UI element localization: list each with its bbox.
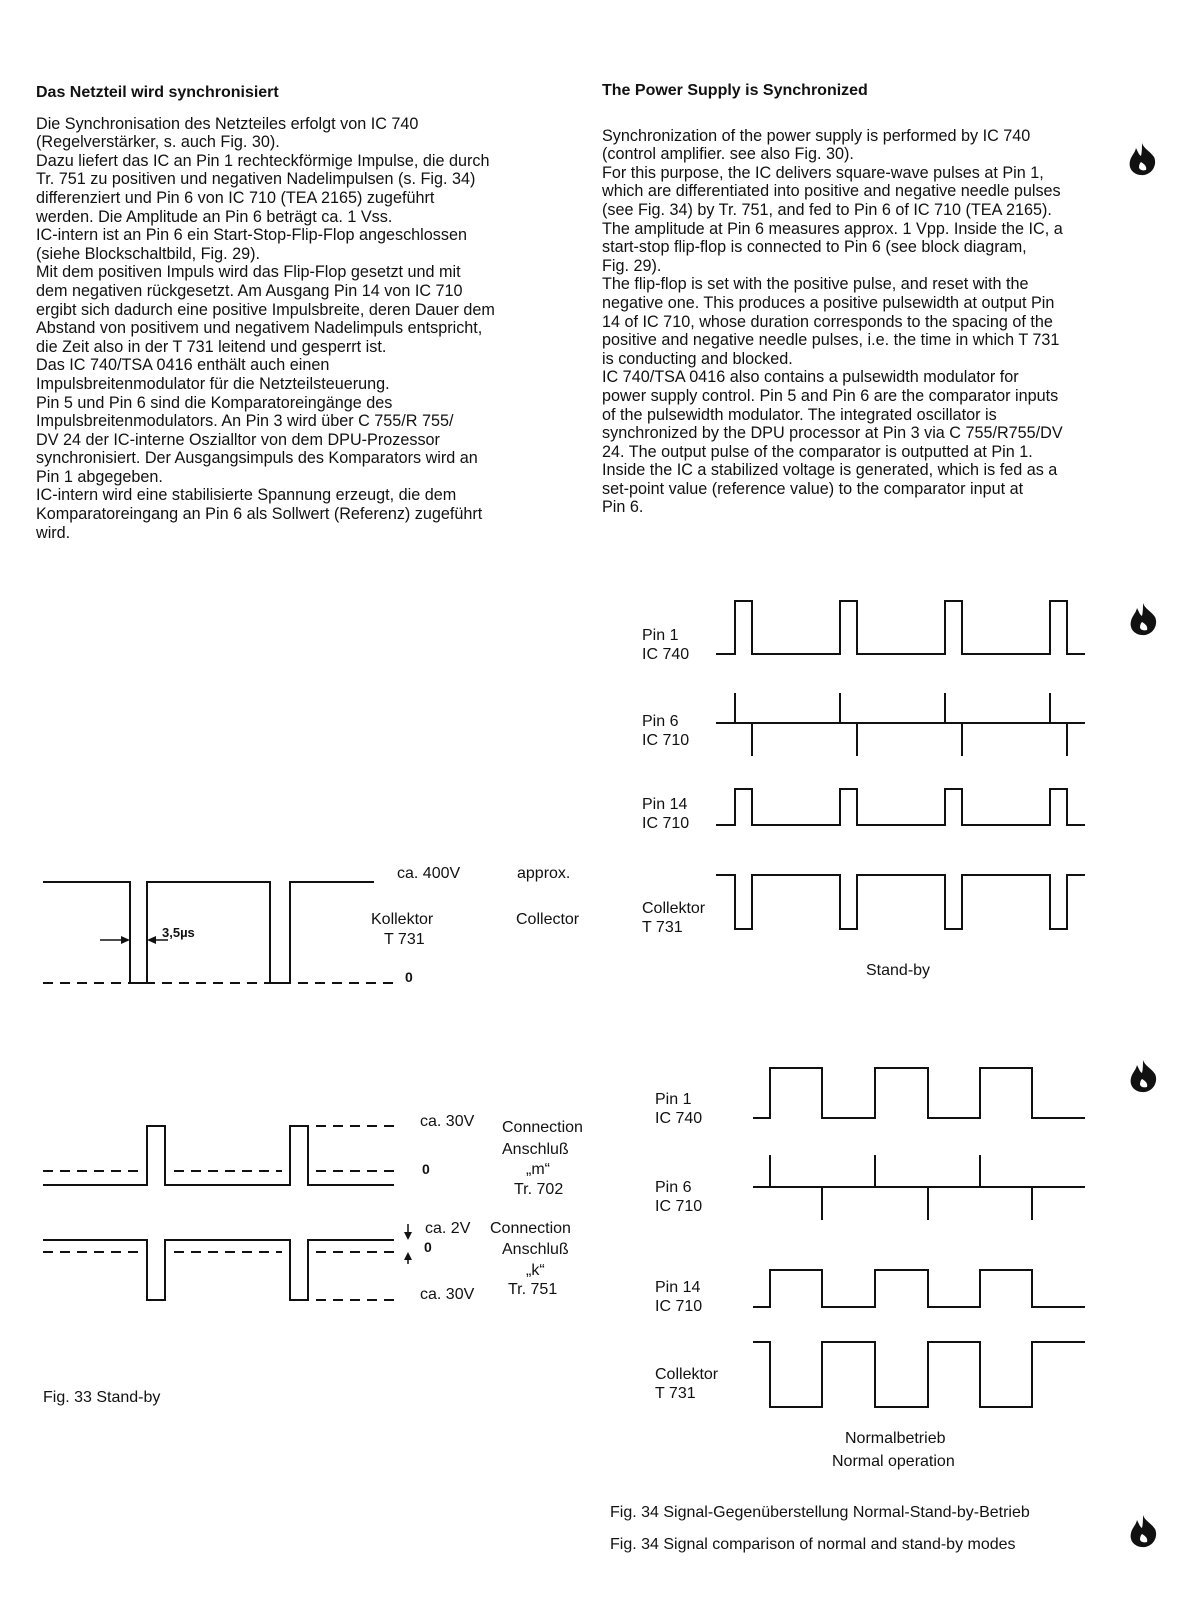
text-line: Inside the IC a stabilized voltage is generated, which is fed as a bbox=[602, 461, 1058, 480]
zero-label: 0 bbox=[424, 1239, 432, 1255]
text-line: is conducting and blocked. bbox=[602, 349, 793, 368]
text-line: start-stop flip-flop is connected to Pin 6 (see block diagram, bbox=[602, 238, 1027, 257]
pin-label: Pin 6 bbox=[642, 713, 679, 730]
flame-icon bbox=[1128, 602, 1158, 636]
zero-label: 0 bbox=[405, 969, 413, 985]
ic-label: IC 740 bbox=[655, 1110, 703, 1127]
pulse-width-label: 3,5µs bbox=[162, 925, 195, 940]
normal-pin6-waveform bbox=[753, 1155, 1085, 1220]
flame-icon bbox=[1128, 1514, 1158, 1548]
zero-label: 0 bbox=[422, 1161, 430, 1177]
text-line: (siehe Blockschaltbild, Fig. 29). bbox=[36, 244, 261, 263]
text-line: Dazu liefert das IC an Pin 1 rechteckförmige Impulse, die durch bbox=[36, 151, 490, 170]
fig34-caption-en: Fig. 34 Signal comparison of normal and stand-by modes bbox=[610, 1536, 1016, 1553]
text-line: Pin 5 und Pin 6 sind die Komparatoreingänge des bbox=[36, 393, 393, 412]
anschluss-label: Anschluß bbox=[502, 1241, 569, 1258]
text-line: of the pulsewidth modulator. The integrated oscillator is bbox=[602, 405, 997, 424]
text-line: (Regelverstärker, s. auch Fig. 30). bbox=[36, 133, 280, 152]
text-line: Die Synchronisation des Netzteiles erfolgt von IC 740 bbox=[36, 114, 419, 133]
text-line: synchronisiert. Der Ausgangsimpuls des Komparators wird an bbox=[36, 449, 478, 468]
pin-label: Pin 1 bbox=[642, 627, 679, 644]
text-line: IC-intern wird eine stabilisierte Spannung erzeugt, die dem bbox=[36, 486, 457, 505]
flame-icon bbox=[1128, 1059, 1158, 1093]
pin-label: Pin 1 bbox=[655, 1091, 692, 1108]
anschluss-label: Anschluß bbox=[502, 1141, 569, 1158]
normal-pin14-waveform bbox=[753, 1270, 1085, 1307]
text-line: set-point value (reference value) to the comparator input at bbox=[602, 479, 1024, 498]
ic-label: IC 710 bbox=[655, 1298, 703, 1315]
text-line: differenziert und Pin 6 von IC 710 (TEA 2165) zugeführt bbox=[36, 188, 435, 207]
voltage-label: ca. 2V bbox=[425, 1220, 471, 1237]
transistor-label: T 731 bbox=[642, 919, 683, 936]
collector-label: Collector bbox=[516, 911, 580, 928]
transformer-label: Tr. 751 bbox=[508, 1281, 558, 1298]
ic-label: IC 710 bbox=[642, 732, 690, 749]
standby-pin14-waveform bbox=[716, 789, 1085, 825]
fig33-connection-k-waveform bbox=[43, 1224, 412, 1300]
english-heading: The Power Supply is Synchronized bbox=[602, 82, 868, 99]
text-line: Abstand von positivem und negativem Nadelimpuls entspricht, bbox=[36, 319, 483, 338]
german-heading: Das Netzteil wird synchronisiert bbox=[36, 84, 279, 101]
transistor-label: T 731 bbox=[655, 1385, 696, 1402]
text-line: Impulsbreitenmodulator für die Netzteilsteuerung. bbox=[36, 374, 390, 393]
text-line: synchronized by the DPU processor at Pin 3 via C 755/R755/DV bbox=[602, 424, 1063, 443]
collektor-label: Collektor bbox=[655, 1366, 719, 1383]
mode-label: Normal operation bbox=[832, 1453, 955, 1470]
text-line: Pin 1 abgegeben. bbox=[36, 467, 163, 486]
fig33-connection-m-waveform bbox=[43, 1126, 394, 1185]
text-line: werden. Die Amplitude an Pin 6 beträgt ca. 1 Vss. bbox=[36, 207, 393, 226]
text-line: power supply control. Pin 5 and Pin 6 are the comparator inputs bbox=[602, 386, 1059, 405]
text-line: For this purpose, the IC delivers square-wave pulses at Pin 1, bbox=[602, 163, 1044, 182]
text-line: 24. The output pulse of the comparator is outputted at Pin 1. bbox=[602, 442, 1033, 461]
text-line: 14 of IC 710, whose duration corresponds to the spacing of the bbox=[602, 312, 1053, 331]
text-line: The amplitude at Pin 6 measures approx. 1 Vpp. Inside the IC, a bbox=[602, 219, 1063, 238]
text-line: positive and negative needle pulses, i.e. the time in which T 731 bbox=[602, 331, 1060, 350]
collektor-label: Collektor bbox=[642, 900, 706, 917]
text-line: die Zeit also in der T 731 leitend und gesperrt ist. bbox=[36, 337, 387, 356]
connection-label: Connection bbox=[502, 1119, 583, 1136]
ic-label: IC 710 bbox=[655, 1198, 703, 1215]
text-line: IC 740/TSA 0416 also contains a pulsewidth modulator for bbox=[602, 368, 1019, 387]
fig33-caption: Fig. 33 Stand-by bbox=[43, 1389, 161, 1406]
mode-label: Stand-by bbox=[866, 962, 931, 979]
connection-label: Connection bbox=[490, 1220, 571, 1237]
ic-label: IC 710 bbox=[642, 815, 690, 832]
text-line: which are differentiated into positive and negative needle pulses bbox=[602, 182, 1061, 201]
text-line: negative one. This produces a positive pulsewidth at output Pin bbox=[602, 293, 1055, 312]
text-line: Mit dem positiven Impuls wird das Flip-Flop gesetzt und mit bbox=[36, 263, 461, 282]
voltage-label: ca. 30V bbox=[420, 1286, 475, 1303]
voltage-label: ca. 30V bbox=[420, 1113, 475, 1130]
text-line: The flip-flop is set with the positive pulse, and reset with the bbox=[602, 275, 1029, 294]
mode-label: Normalbetrieb bbox=[845, 1430, 946, 1447]
pin-label: Pin 14 bbox=[642, 796, 688, 813]
text-line: Komparatoreingang an Pin 6 als Sollwert (Referenz) zugeführt bbox=[36, 505, 483, 524]
normal-collector-waveform bbox=[753, 1342, 1085, 1407]
standby-collector-waveform bbox=[716, 875, 1085, 929]
pin-label: Pin 14 bbox=[655, 1279, 701, 1296]
pin-label: Pin 6 bbox=[655, 1179, 692, 1196]
standby-pin6-waveform bbox=[716, 693, 1085, 756]
text-line: DV 24 der IC-interne Oszialltor von dem DPU-Prozessor bbox=[36, 430, 440, 449]
transformer-label: Tr. 702 bbox=[514, 1181, 564, 1198]
text-line: Pin 6. bbox=[602, 498, 644, 517]
text-line: wird. bbox=[36, 523, 71, 542]
text-line: IC-intern ist an Pin 6 ein Start-Stop-Flip-Flop angeschlossen bbox=[36, 226, 467, 245]
voltage-label: ca. 400V bbox=[397, 865, 461, 882]
ic-label: IC 740 bbox=[642, 646, 690, 663]
fig33-collector-waveform bbox=[43, 882, 394, 983]
flame-icon bbox=[1127, 142, 1157, 176]
text-line: ergibt sich dadurch eine positive Impulsbreite, deren Dauer dem bbox=[36, 300, 495, 319]
text-line: Fig. 29). bbox=[602, 256, 662, 275]
approx-label: approx. bbox=[517, 865, 571, 882]
text-line: (see Fig. 34) by Tr. 751, and fed to Pin 6 of IC 710 (TEA 2165). bbox=[602, 200, 1052, 219]
kollektor-label: Kollektor bbox=[371, 911, 434, 928]
text-line: dem negativen rückgesetzt. Am Ausgang Pin 14 von IC 710 bbox=[36, 281, 463, 300]
terminal-k-label: „k“ bbox=[526, 1262, 545, 1279]
text-line: (control amplifier. see also Fig. 30). bbox=[602, 145, 854, 164]
text-line: Impulsbreitenmodulators. An Pin 3 wird über C 755/R 755/ bbox=[36, 412, 454, 431]
terminal-m-label: „m“ bbox=[526, 1161, 550, 1178]
fig34-caption-de: Fig. 34 Signal-Gegenüberstellung Normal-Stand-by-Betrieb bbox=[610, 1504, 1030, 1521]
text-line: Synchronization of the power supply is performed by IC 740 bbox=[602, 126, 1031, 145]
normal-pin1-waveform bbox=[753, 1068, 1085, 1118]
text-line: Das IC 740/TSA 0416 enthält auch einen bbox=[36, 356, 330, 375]
standby-pin1-waveform bbox=[716, 601, 1085, 654]
text-line: Tr. 751 zu positiven und negativen Nadelimpulsen (s. Fig. 34) bbox=[36, 170, 476, 189]
transistor-label: T 731 bbox=[384, 931, 425, 948]
